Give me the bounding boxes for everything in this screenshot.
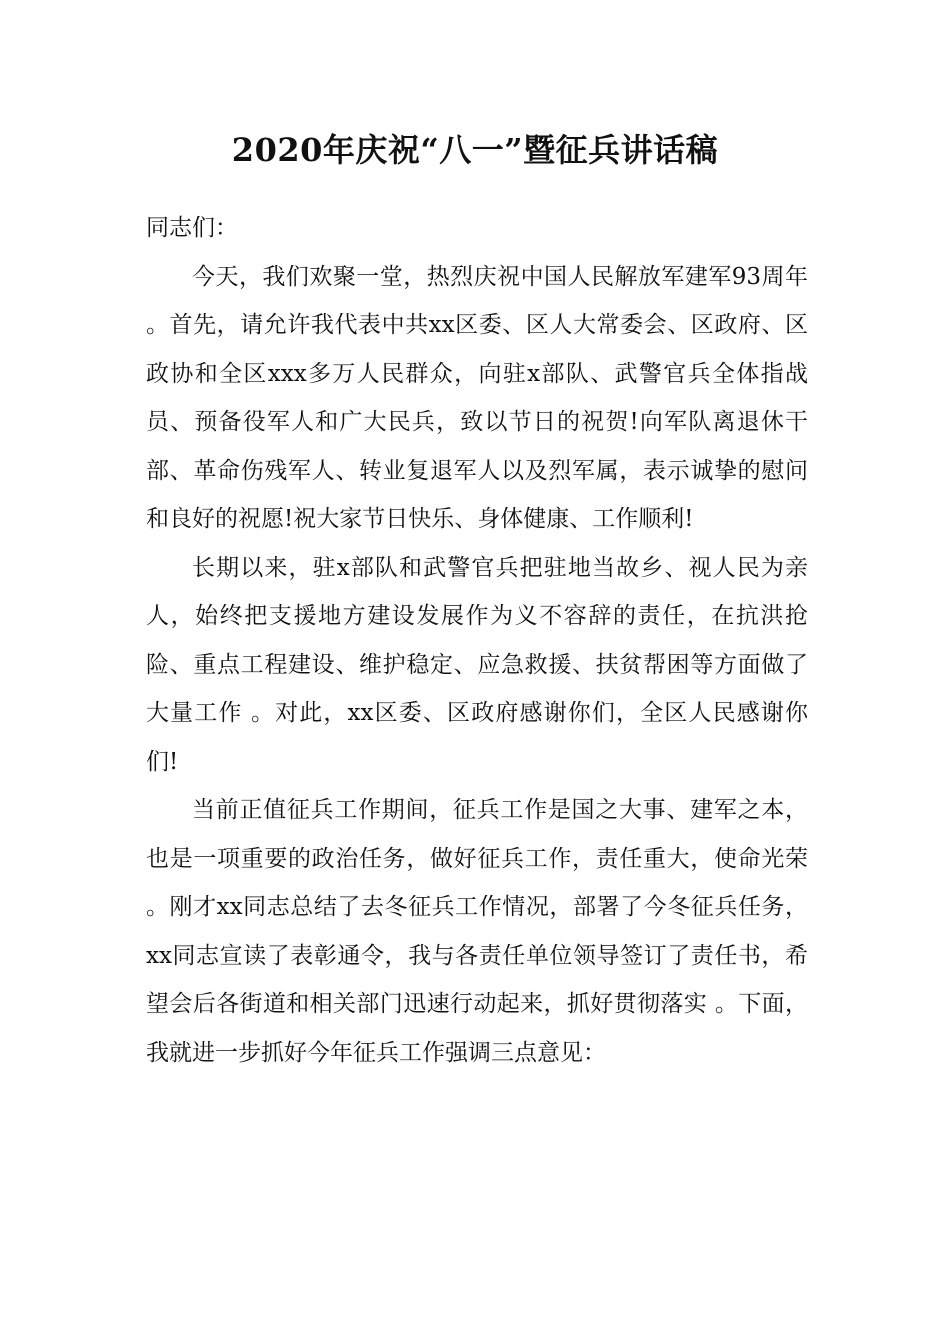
document-body [146, 204, 808, 1077]
document-title: 2020年庆祝“八一”暨征兵讲话稿 [231, 131, 719, 169]
paragraph-1: 今天，我们欢聚一堂，热烈庆祝中国人民解放军建军93周年 。首先，请允许我代表中共xx区委、区人大常委会、区政府、区政协和全区xxx多万人民群众，向驻x部队、武警官兵全体指战员、预备役军人和广大民兵，致以节日的祝贺!向军队离退休干部、革命伤残军人、转业复退军人以及烈军属，表示诚挚的慰问和良好的祝愿!祝大家节日快乐、身体健康、工作顺利! [146, 263, 808, 532]
salutation: 同志们： [146, 215, 238, 241]
paragraph-3: 当前正值征兵工作期间，征兵工作是国之大事、建军之本，也是一项重要的政治任务，做好征兵工作，责任重大，使命光荣 。刚才xx同志总结了去冬征兵工作情况，部署了今冬征兵任务，xx同志宣读了表彰通令，我与各责任单位领导签订了责任书，希望会后各街道和相关部门迅速行动起来，抓好贯彻落实 。下面，我就进一步抓好今年征兵工作强调三点意见： [146, 797, 808, 1066]
paragraph-2: 长期以来，驻x部队和武警官兵把驻地当故乡、视人民为亲人，始终把支援地方建设发展作为义不容辞的责任，在抗洪抢险、重点工程建设、维护稳定、应急救援、扶贫帮困等方面做了大量工作 。对此，xx区委、区政府感谢你们，全区人民感谢你们! [146, 554, 808, 775]
